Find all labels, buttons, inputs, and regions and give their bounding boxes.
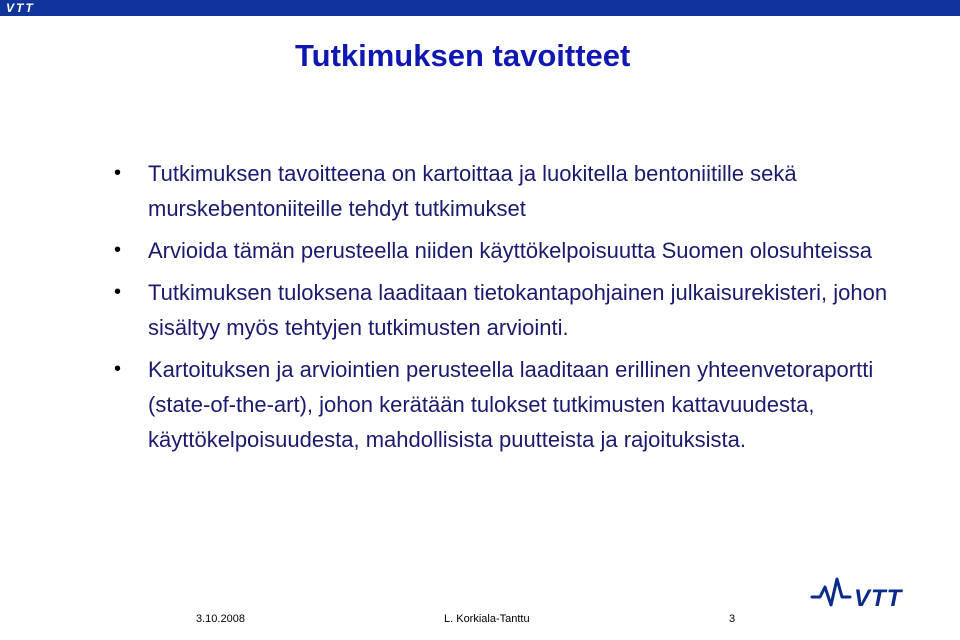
- bullet-text: Kartoituksen ja arviointien perusteella laaditaan erillinen yhteenvetoraportti (state-of-the-art), johon kerätään tulokset tutkimusten kattavuudesta, käyttökelpoisuudesta, mahdollisista puutteista ja rajoituksista.: [148, 357, 874, 452]
- bullet-icon: •: [114, 281, 122, 303]
- bullet-text: Arvioida tämän perusteella niiden käyttökelpoisuutta Suomen olosuhteissa: [148, 238, 872, 263]
- vtt-logo-text: VTT: [854, 585, 903, 611]
- vtt-logo-icon: [810, 577, 930, 611]
- bullet-icon: •: [114, 239, 122, 261]
- top-banner: [0, 0, 960, 16]
- bullet-item: [112, 275, 902, 345]
- footer-author: L. Korkiala-Tanttu: [444, 613, 530, 625]
- vtt-logo: [810, 577, 930, 616]
- bullet-list: [112, 156, 902, 464]
- bullet-item: [112, 156, 902, 226]
- bullet-text: Tutkimuksen tavoitteena on kartoittaa ja luokitella bentoniitille sekä murskebentoniiteille tehdyt tutkimukset: [148, 161, 797, 221]
- bullet-item: [112, 233, 902, 268]
- bullet-item: [112, 352, 902, 457]
- bullet-icon: •: [114, 162, 122, 184]
- bullet-icon: •: [114, 358, 122, 380]
- slide-title: Tutkimuksen tavoitteet: [295, 38, 631, 73]
- bullet-text: Tutkimuksen tuloksena laaditaan tietokantapohjainen julkaisurekisteri, johon sisältyy myös tehtyjen tutkimusten arviointi.: [148, 280, 888, 340]
- footer-date: 3.10.2008: [196, 613, 245, 625]
- vtt-brand-mark: VTT: [6, 1, 35, 15]
- page-number: 3: [729, 613, 736, 625]
